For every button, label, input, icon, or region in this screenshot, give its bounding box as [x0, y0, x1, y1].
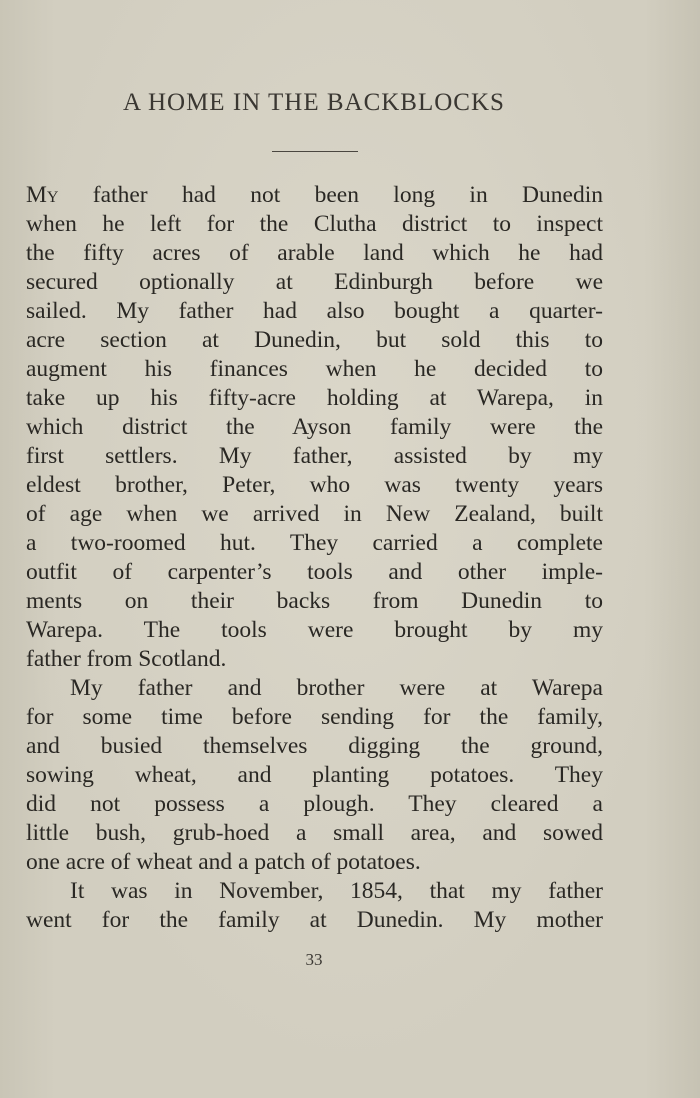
text-line: eldest brother, Peter, who was twenty years: [26, 472, 603, 498]
text-line: which district the Ayson family were the: [26, 414, 603, 440]
text-line: sowing wheat, and planting potatoes. They: [26, 762, 603, 788]
body-text: [26, 181, 603, 935]
text-line: augment his finances when he decided to: [26, 356, 603, 382]
text-line: one acre of wheat and a patch of potatoes.: [26, 849, 421, 875]
text-line: outfit of carpenter’s tools and other imple-: [26, 559, 603, 585]
text-line: of age when we arrived in New Zealand, built: [26, 501, 603, 527]
text-line-1-rest: father had not been long in Dunedin: [58, 182, 603, 208]
running-head: A HOME IN THE BACKBLOCKS: [123, 89, 505, 116]
text-line: went for the family at Dunedin. My mother: [26, 907, 603, 933]
text-line: first settlers. My father, assisted by my: [26, 443, 603, 469]
text-line: It was in November, 1854, that my father: [70, 878, 603, 904]
header-rule: [272, 151, 358, 152]
text-line: the fifty acres of arable land which he had: [26, 240, 603, 266]
text-line: My father and brother were at Warepa: [70, 675, 603, 701]
text-line: acre section at Dunedin, but sold this to: [26, 327, 603, 353]
text-line: secured optionally at Edinburgh before we: [26, 269, 603, 295]
drop-word: My: [26, 182, 59, 208]
text-line: did not possess a plough. They cleared a: [26, 791, 603, 817]
text-line: take up his fifty-acre holding at Warepa, in: [26, 385, 603, 411]
text-line: father from Scotland.: [26, 646, 227, 672]
text-line: when he left for the Clutha district to inspect: [26, 211, 603, 237]
text-line: for some time before sending for the family,: [26, 704, 603, 730]
text-line: little bush, grub-hoed a small area, and sowed: [26, 820, 603, 846]
text-line: Warepa. The tools were brought by my: [26, 617, 603, 643]
text-line-1: [26, 181, 603, 210]
text-line: sailed. My father had also bought a quarter-: [26, 298, 603, 324]
page-number: 33: [305, 950, 323, 969]
text-line: and busied themselves digging the ground,: [26, 733, 603, 759]
text-line: ments on their backs from Dunedin to: [26, 588, 603, 614]
text-line: a two-roomed hut. They carried a complete: [26, 530, 603, 556]
